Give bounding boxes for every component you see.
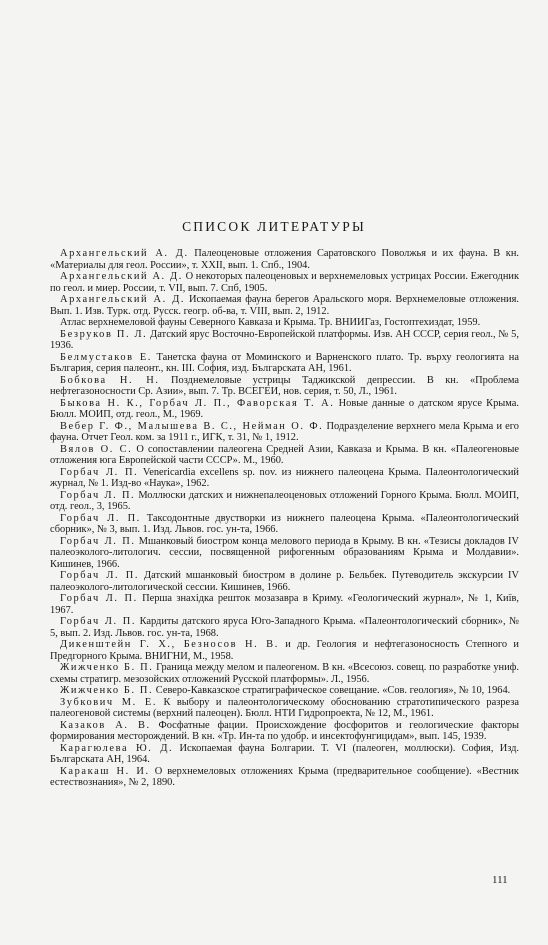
reference-author: Архангельский А. Д. [60, 271, 183, 282]
reference-item [50, 536, 519, 571]
reference-author: Вебер Г. Ф., Малышева В. С., Нейман О. Ф. [60, 420, 324, 432]
reference-text: Подразделение верхнего мела Крыма и его фауна. Отчет Геол. ком. за 1911 г., ИГК, т. 31, № 1, 1912. [50, 420, 519, 443]
reference-text: Мшанковый биостром конца мелового периода в Крыму. В кн. «Тезисы докладов IV палеоэколого-литологич. сессии, посвященной рифогенным образованиям Крыма и Молдавии». Кишинев, 1966. [50, 535, 519, 570]
reference-author: Казаков А. В. [60, 719, 151, 731]
reference-author: Безруков П. Л. [60, 328, 148, 340]
reference-item [50, 271, 519, 294]
reference-text: К выбору и палеонтологическому обоснованию стратотипического разреза палеогеновой системы (верхний палеоцен). Бюлл. НТИ Гидропроекта, № 12, М., 1961. [50, 696, 519, 719]
reference-item [50, 329, 519, 352]
reference-item [50, 593, 519, 616]
reference-text: Новые данные о датском ярусе Крыма. Бюлл. МОИП, отд. геол., М., 1969. [50, 397, 519, 420]
reference-author: Жижченко Б. П. [60, 662, 154, 673]
reference-text: Моллюски датских и нижнепалеоценовых отложений Горного Крыма. Бюлл. МОИП, отд. геол., 3, 1965. [50, 489, 519, 512]
reference-item [50, 685, 519, 697]
reference-author: Горбач Л. П. [60, 512, 141, 524]
reference-text: Танетска фауна от Моминского и Варненского плато. Тр. върху геологията на България, серия палеонт., кн. III. София, изд. Българската АН, 1961. [50, 351, 519, 374]
reference-author: Белмустаков Е. [60, 351, 152, 363]
reference-text: Кардиты датского яруса Юго-Западного Крыма. «Палеонтологический сборник», № 5, вып. 2. Изд. Львов. гос. ун-та, 1968. [50, 616, 519, 639]
reference-text: О верхнемеловых отложениях Крыма (предварительное сообщение). «Вестник естествознания», № 2, 1890. [50, 765, 519, 788]
reference-item [50, 467, 519, 490]
reference-item [50, 352, 519, 375]
reference-text: Таксодонтные двустворки из нижнего палеоцена Крыма. «Палеонтологический сборник», № 3, вып. 1. Изд. Львов. гос. ун-та, 1966. [50, 512, 519, 535]
reference-text: Атлас верхнемеловой фауны Северного Кавказа и Крыма. Тр. ВНИИГаз, Гостоптехиздат, 1959. [60, 317, 481, 328]
reference-item [50, 766, 519, 789]
reference-author: Карагюлева Ю. Д. [60, 742, 174, 754]
reference-text: Позднемеловые устрицы Таджикской депрессии. В кн. «Проблема нефтегазоносности Ср. Азии», вып. 7. Тр. ВСЕГЕИ, нов. серия, т. 50, Л., 1961. [50, 374, 519, 397]
reference-item [50, 490, 519, 513]
reference-text: Палеоценовые отложения Саратовского Поволжья и их фауна. В кн. «Материалы для геол. России», т. XXII, вып. 1. Спб., 1904. [50, 248, 519, 271]
page-number: 111 [492, 874, 508, 886]
reference-author: Жижченко Б. П. [60, 685, 154, 696]
reference-item [50, 697, 519, 720]
reference-text: Ископаемая фауна берегов Аральского моря. Верхнемеловые отложения. Вып. 1. Изв. Турк. отд. Русск. геогр. об-ва, т. VIII, вып. 2, 1912. [50, 294, 519, 317]
reference-author: Бобкова Н. Н. [60, 374, 160, 386]
reference-item [50, 639, 519, 662]
reference-author: Горбач Л. П. [60, 466, 139, 478]
reference-author: Архангельский А. Д. [60, 248, 189, 259]
reference-text: Граница между мелом и палеогеном. В кн. «Всесоюз. совещ. по разработке униф. схемы стратигр. мезозойских отложений Русской платформы». Л., 1956. [50, 662, 519, 685]
reference-text: и др. Геология и нефтегазоносность Степного и Предгорного Крыма. ВНИГНИ, М., 1958. [50, 639, 519, 662]
reference-item [50, 616, 519, 639]
reference-item [50, 720, 519, 743]
reference-author: Быкова Н. К., Горбач Л. П., Фаворская Т. А. [60, 397, 335, 409]
reference-text: Датский мшанковый биостром в долине р. Бельбек. Путеводитель экскурсии IV палеоэколого-литологической сессии. Кишинев, 1966. [50, 570, 520, 593]
reference-author: Горбач Л. П. [60, 535, 136, 547]
reference-text: Ископаемая фауна Болгарии. Т. VI (палеоген, моллюски). София, Изд. Българската АН, 1964. [50, 742, 519, 765]
reference-item [50, 294, 519, 317]
reference-text: Перша знахідка решток мозазавра в Криму. «Геологический журнал», № 1, Київ, 1967. [50, 593, 519, 616]
reference-item [50, 513, 519, 536]
reference-author: Зубкович М. Е. [60, 696, 158, 708]
reference-text: О сопоставлении палеогена Средней Азии, Кавказа и Крыма. В кн. «Палеогеновые отложения юга Европейской части СССР». М., 1960. [50, 443, 519, 466]
reference-author: Дикенштейн Г. Х., Безносов Н. В. [60, 639, 279, 650]
reference-text: Venericardia excellens sp. nov. из нижнего палеоцена Крыма. Палеонтологический журнал, № 1. Изд-во «Наука», 1962. [50, 466, 519, 489]
reference-author: Горбач Л. П. [60, 593, 138, 604]
reference-item [50, 743, 519, 766]
reference-author: Горбач Л. П. [60, 616, 137, 627]
reference-author: Архангельский А. Д. [60, 294, 186, 305]
reference-author: Вялов О. С. [60, 443, 133, 455]
page-title: СПИСОК ЛИТЕРАТУРЫ [182, 219, 366, 234]
reference-author: Каракаш Н. И. [60, 765, 150, 777]
reference-item [50, 444, 519, 467]
reference-text: Северо-Кавказское стратиграфическое совещание. «Сов. геология», № 10, 1964. [155, 685, 511, 696]
reference-list [50, 248, 519, 789]
reference-author: Горбач Л. П. [60, 489, 136, 501]
reference-item [50, 570, 519, 593]
reference-item [50, 248, 519, 271]
reference-text: О некоторых палеоценовых и верхнемеловых устрицах России. Ежегодник по геол. и миер. России, т. VII, вып. 7. Спб, 1905. [50, 271, 519, 294]
reference-item [50, 421, 519, 444]
reference-text: Фосфатные фации. Происхождение фосфоритов и геологические факторы формирования месторождений. В кн. «Тр. Ин-та по удобр. и инсектофунгицидам», вып. 145, 1939. [50, 719, 520, 742]
reference-item [50, 317, 519, 329]
reference-item [50, 375, 519, 398]
reference-item [50, 398, 519, 421]
reference-text: Датский ярус Восточно-Европейской платформы. Изв. АН СССР, серия геол., № 5, 1936. [50, 328, 519, 351]
reference-item [50, 662, 519, 685]
reference-author: Горбач Л. П. [60, 570, 140, 581]
